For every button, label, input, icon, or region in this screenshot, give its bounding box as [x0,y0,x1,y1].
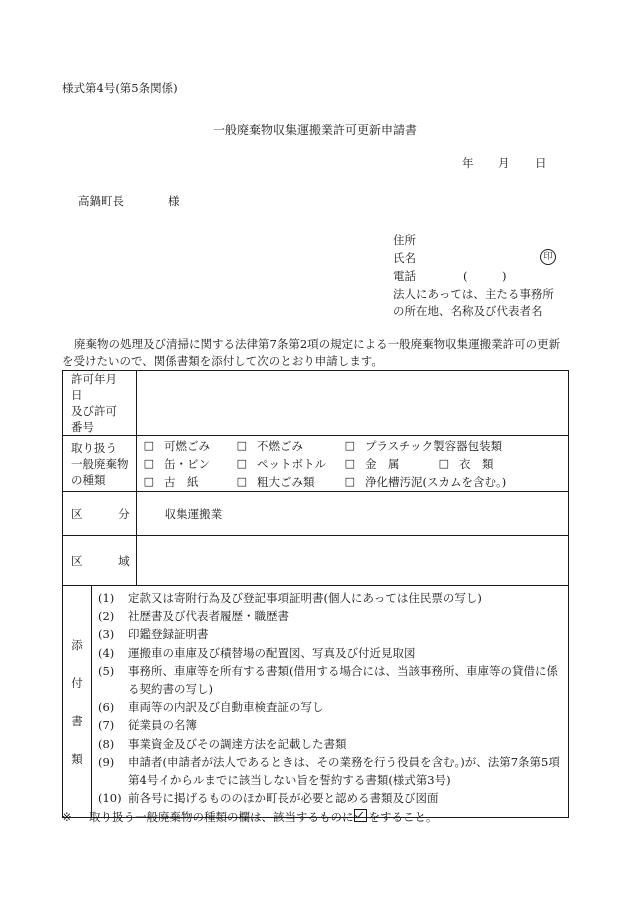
permit-label-a: 許可年月日 [71,372,117,402]
permit-value-cell[interactable] [136,371,568,436]
attach-char: 類 [71,751,83,766]
permit-label-cell [63,371,137,436]
category-label-cell [63,492,137,536]
corp-note-line1: 法人にあっては、主たる事務所 [393,287,554,301]
waste-option-label: 不燃ごみ [256,438,303,453]
footnote-text-before: 取り扱う一般廃棄物の種類の欄は、該当するものに [88,810,354,824]
doc-text: 定款又は寄附行為及び登記事項証明書(個人にあっては住民票の写し) [128,591,482,605]
waste-option-label: 浄化槽汚泥(スカムを含む。) [364,474,507,489]
seal-mark-icon: 印 [540,249,556,265]
checkmark-box-icon [354,809,367,822]
doc-number: (5) [98,663,115,678]
category-label-char-2: 分 [118,506,130,521]
category-label-char-1: 区 [71,506,83,521]
checkbox-icon[interactable]: □ [236,439,247,452]
phone-paren: ( ) [463,269,507,283]
intro-line2: を受けたいので、関係書類を添付して次のとおり申請します。 [62,354,383,368]
date-day: 日 [535,156,547,170]
attach-char: 添 [71,637,83,652]
table-row-category [63,492,569,536]
waste-row-1 [144,437,568,455]
addressee-honorific: 様 [168,194,180,208]
date-year: 年 [462,156,474,170]
waste-option[interactable] [144,474,237,490]
waste-option[interactable] [237,474,345,490]
footnote-mark: ※ [62,810,72,824]
area-value-cell[interactable] [136,536,568,586]
doc-text: 従業員の名簿 [128,718,197,733]
checkbox-icon[interactable]: □ [143,457,154,470]
doc-number: (10) [98,791,122,806]
list-item [98,735,560,753]
footnote-text-after: をすること。 [368,810,438,824]
waste-option[interactable] [144,456,237,472]
list-item [98,789,560,807]
waste-option-label: 粗大ごみ類 [256,474,315,489]
permit-label-b: 及び許可番号 [71,404,117,434]
doc-text: 前各号に掲げるもののほか町長が必要と認める書類及び図面 [128,791,439,806]
waste-label-b: 一般廃棄物の種類 [71,456,129,487]
table-row-area [63,536,569,586]
doc-text: 印鑑登録証明書 [128,627,209,642]
attach-char: 書 [71,713,83,728]
waste-row-3 [144,473,568,491]
checkbox-icon[interactable]: □ [438,457,449,470]
doc-text: 事務所、車庫等を所有する書類(借用する場合には、当該事務所、車庫等の貸借に係る契約書の写し) [128,663,558,697]
table-row-permit [63,371,569,436]
waste-types-cell [136,436,568,492]
doc-number: (7) [98,718,115,733]
phone-label: 電話 [393,269,416,283]
doc-number: (1) [98,591,115,605]
list-item [98,625,560,643]
doc-number: (9) [98,754,115,769]
doc-number: (8) [98,736,115,751]
checkbox-icon[interactable]: □ [236,457,247,470]
checkbox-icon[interactable]: □ [143,475,154,488]
address-label: 住所 [393,233,416,247]
doc-text: 申請者(申請者が法人であるときは、その業務を行う役員を含む。)が、法第7条第5項第4号イからルまでに該当しない旨を誓約する書類(様式第3号) [128,754,560,788]
waste-option[interactable] [144,438,237,454]
waste-option-label: 金 属 [364,456,400,471]
page-title: 一般廃棄物収集運搬業許可更新申請書 [212,123,417,137]
application-table [62,370,569,818]
addressee-name: 高鍋町長 [78,194,124,208]
waste-option[interactable] [439,456,494,472]
waste-option-label: プラスチック製容器包装類 [364,438,503,453]
waste-option[interactable] [345,438,503,454]
area-label [63,553,136,569]
checkbox-icon[interactable]: □ [344,457,355,470]
date-month: 月 [498,156,510,170]
waste-option-label: ペットボトル [256,456,326,471]
waste-option[interactable] [237,456,345,472]
doc-text: 車両等の内訳及び自動車検査証の写し [128,700,324,715]
name-label: 氏名 [393,251,416,265]
footnote [62,809,437,825]
doc-text: 社歴書及び代表者履歴・職歴書 [128,609,289,624]
list-item [98,753,560,789]
doc-number: (2) [98,609,115,624]
area-label-char-2: 域 [118,553,130,568]
corp-note-line2: の所在地、名称及び代表者名 [393,304,543,318]
list-item [98,607,560,625]
checkbox-icon[interactable]: □ [344,475,355,488]
category-label [63,506,136,522]
table-row-waste-types [63,436,569,492]
area-label-cell [63,536,137,586]
form-number: 様式第4号(第5条関係) [62,81,178,95]
waste-option-label: 衣 類 [458,456,494,471]
checkbox-icon[interactable]: □ [344,439,355,452]
list-item [98,698,560,716]
doc-text: 事業資金及びその調達方法を記載した書類 [128,736,347,751]
attachments-list [92,586,569,818]
doc-number: (6) [98,700,115,715]
list-item [98,662,560,698]
doc-text: 運搬車の車庫及び積替場の配置図、写真及び付近見取図 [128,645,416,660]
doc-number: (4) [98,645,115,660]
waste-option[interactable] [345,474,507,490]
list-item [98,716,560,734]
area-label-char-1: 区 [71,553,83,568]
waste-option-label: 古 紙 [163,474,199,489]
waste-row-2 [144,455,568,473]
doc-number: (3) [98,627,115,642]
waste-option[interactable] [237,438,345,454]
waste-option-label: 缶・ビン [163,456,210,471]
list-item [98,589,560,607]
list-item [98,644,560,662]
attachments-label-cell [63,586,92,818]
intro-line1: 廃棄物の処理及び清掃に関する法律第7条第2項の規定による一般廃棄物収集運搬業許可の更新 [74,337,561,351]
waste-label-a: 取り扱う [71,440,117,455]
checkbox-icon[interactable]: □ [236,475,247,488]
table-row-attachments [63,586,569,818]
waste-label-cell [63,436,137,492]
waste-option[interactable] [345,456,439,472]
attach-char: 付 [71,675,83,690]
waste-option-label: 可燃ごみ [163,438,210,453]
category-value: 収集運搬業 [136,492,568,536]
checkbox-icon[interactable]: □ [143,439,154,452]
